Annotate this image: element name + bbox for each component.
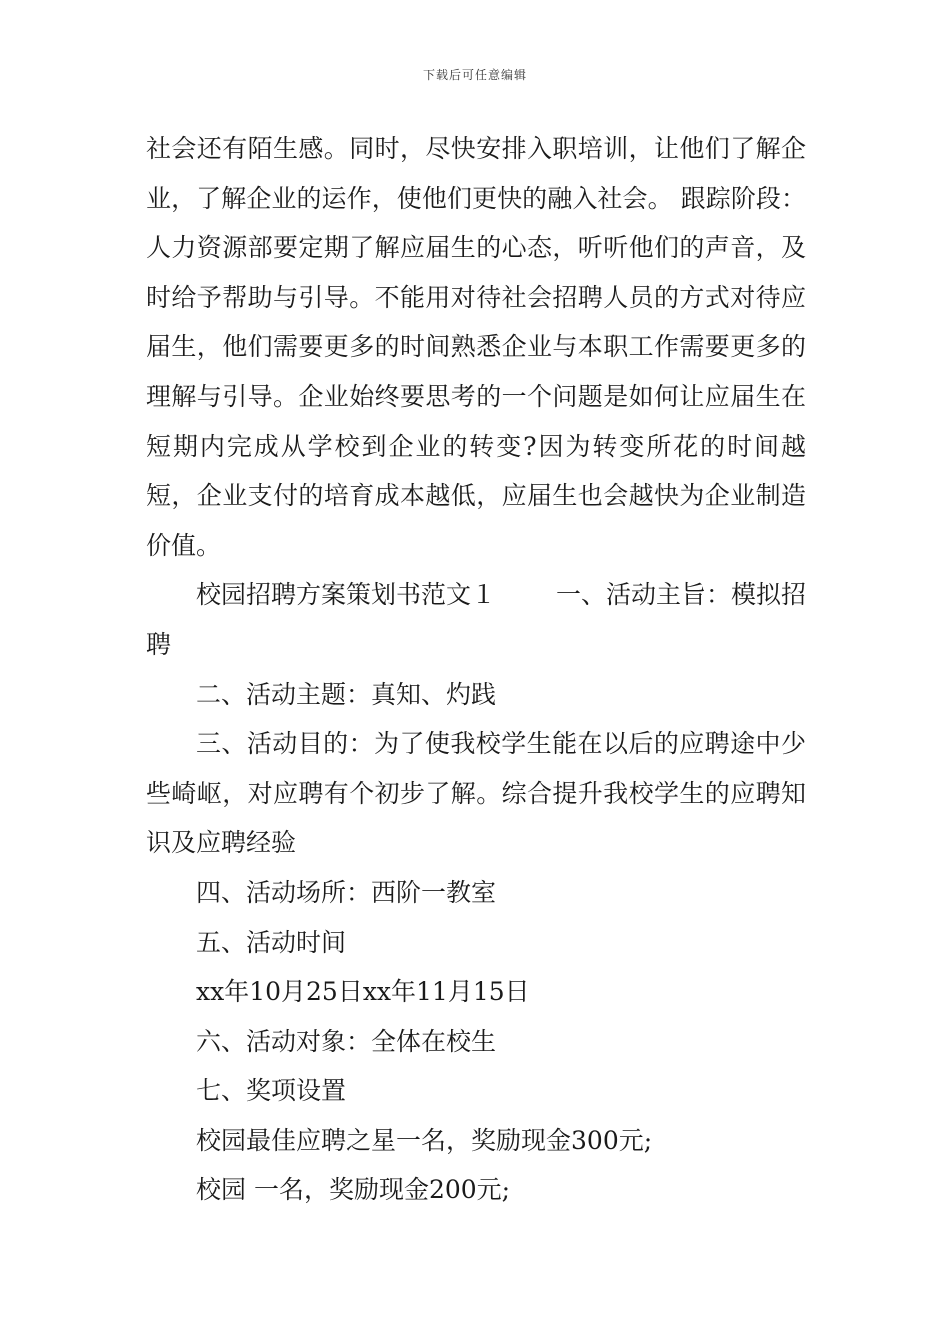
document-title: 校园招聘方案策划书范文１ — [196, 580, 497, 610]
section-title-line — [146, 570, 806, 620]
list-item: 四、活动场所：西阶一教室 — [196, 877, 497, 907]
list-item: 二、活动主题：真知、灼践 — [196, 679, 497, 709]
body-paragraph: 社会还有陌生感。同时，尽快安排入职培训，让他们了解企业，了解企业的运作，使他们更快的融入社会。 跟踪阶段：人力资源部要定期了解应届生的心态，听听他们的声音，及时给予帮助与引导。不能用对待社会招聘人员的方式对待应届生，他们需要更多的时间熟悉企业与本职工作需要更多的理解与引导。企业始终要思考的一个问题是如何让应届生在短期内完成从学校到企业的转变?因为转变所花的时间越短，企业支付的培育成本越低，应届生也会越快为企业制造价值。 — [146, 134, 806, 560]
page-header-note: 下载后可任意编辑 — [422, 68, 527, 82]
list-item: 校园 一名，奖励现金200元; — [196, 1175, 511, 1205]
list-item-1-start: 一、活动主旨：模拟招 — [555, 580, 806, 610]
list-item: 六、活动对象：全体在校生 — [196, 1026, 497, 1056]
list-item-1-continuation: 聘 — [146, 629, 172, 659]
list-item: 校园最佳应聘之星一名，奖励现金300元; — [196, 1125, 653, 1155]
list-item: xx年10月25日xx年11月15日 — [196, 977, 530, 1007]
list-item: 五、活动时间 — [196, 927, 347, 957]
document-body — [146, 124, 806, 1215]
list-item: 七、奖项设置 — [196, 1076, 347, 1106]
list-item: 三、活动目的：为了使我校学生能在以后的应聘途中少些崎岖，对应聘有个初步了解。综合提升我校学生的应聘知识及应聘经验 — [146, 729, 806, 858]
